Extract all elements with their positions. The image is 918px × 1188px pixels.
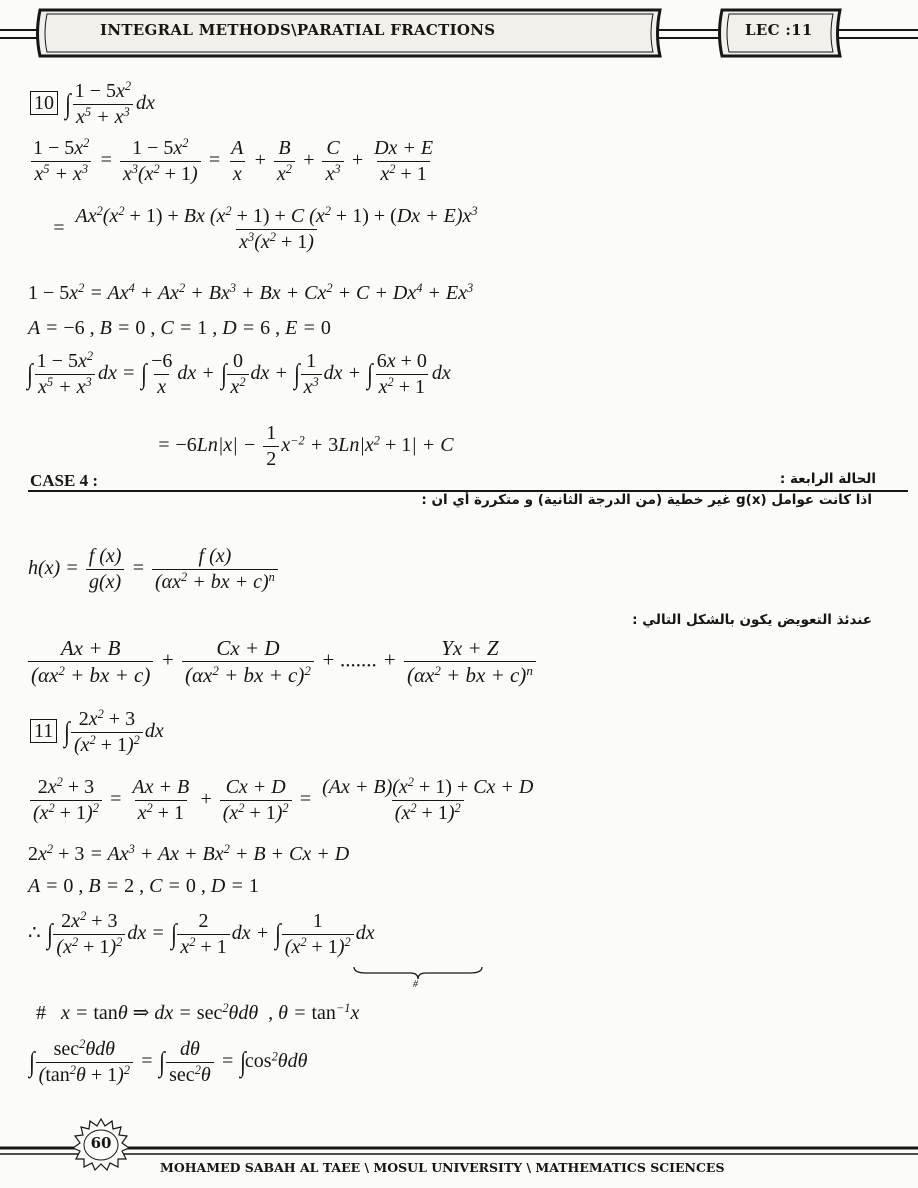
case-4-arabic-condition: اذا كانت عوامل g(x) غير خطية (من الدرجة الثانية) و متكررة أي ان :: [421, 492, 872, 508]
math-line-trig-integral: ∫ $\frac{\sec^2\theta d\theta}{(\tan^2\theta + 1)^2}$ = ∫ $\frac{d\theta}{\sec^2\theta}$ = $\int\cos^2\theta d\theta$: [28, 1037, 308, 1086]
math-line-h-definition: h(x) = $\frac{f (x)}{g(x)}$ = $\frac{f (x)}{(\alpha x^2 + bx + c)^n}$: [28, 545, 280, 594]
example-number: 11: [30, 719, 57, 743]
math-line-integrals: ∫ $\frac{1 - 5x^2}{x^5 + x^3}$ dx = ∫ $\frac{-6}{x}$ dx + ∫ $\frac{0}{x^2}$ dx + ∫ $\frac{1}{x^3}$ dx + ∫ $\frac{6x + 0}{x^2 + 1}$ dx: [26, 349, 451, 398]
math-line-ex11-constants: A = 0 , B = 2 , C = 0 , D = 1: [28, 875, 259, 897]
substitution-arabic: عندئذ التعويض يكون بالشكل التالي :: [632, 612, 872, 628]
math-line-constants: A = −6 , B = 0 , C = 1 , D = 6 , E = 0: [28, 317, 331, 339]
example-11-problem: 11 ∫ $\frac{2x^2 + 3}{(x^2 + 1)^2}$ dx: [30, 708, 164, 757]
math-line-general-form: $\frac{Ax + B}{(\alpha x^2 + bx + c)}$ + $\frac{Cx + D}{(\alpha x^2 + bx + c)^2}$ + ....... + $\frac{Yx + Z}{(\alpha x^2 + bx + c)^n}$: [26, 636, 538, 687]
math-line-ex11-integrals: ∴ ∫ $\frac{2x^2 + 3}{(x^2 + 1)^2}$ dx = ∫ $\frac{2}{x^2 + 1}$ dx + ∫ $\frac{1}{(x^2 + 1)^2}$ dx: [28, 909, 375, 958]
footer-text: MOHAMED SABAH AL TAEE \ MOSUL UNIVERSITY \ MATHEMATICS SCIENCES: [160, 1160, 725, 1175]
math-line-ex11-expand: $2x^2 + 3 = Ax^3 + Ax + Bx^2 + B + Cx + D$: [28, 842, 350, 865]
math-line-combined: = $\frac{Ax^2(x^2 + 1) + Bx (x^2 + 1) + C (x^2 + 1) + (Dx + E)x^3}{x^3(x^2 + 1)}$: [52, 204, 478, 253]
math-line-partial-fraction: $\frac{1 - 5x^2}{x^5 + x^3}$ = $\frac{1 - 5x^2}{x^3(x^2 + 1)}$ = $\frac{A}{x}$ + $\frac{B}{x^2}$ + $\frac{C}{x^3}$ + $\frac{Dx + E}{x^2 + 1}$: [33, 136, 434, 185]
underbrace-hash: #: [413, 979, 418, 990]
lecture-number: LEC :11: [745, 21, 813, 39]
page-number: 60: [90, 1134, 112, 1152]
footer-rule: [0, 1140, 918, 1160]
case-4-arabic-title: الحالة الرابعة :: [779, 471, 876, 487]
math-line-expand: $1 - 5x^2 = Ax^4 + Ax^2 + Bx^3 + Bx + Cx^2 + C + Dx^4 + Ex^3$: [28, 281, 474, 304]
math-line-result: = −6Ln|x| − $\frac{1}{2}$ $x^{-2} + 3Ln|x^2 + 1| + C$: [157, 422, 454, 470]
math-line-ex11-decomp: $\frac{2x^2 + 3}{(x^2 + 1)^2}$ = $\frac{Ax + B}{x^2 + 1}$ + $\frac{Cx + D}{(x^2 + 1)^2}$ = $\frac{(Ax + B)(x^2 + 1) + Cx + D}{(x^2 + 1)^2}$: [28, 776, 538, 825]
example-10-problem: 10 ∫ $\frac{1 - 5x^2}{x^5 + x^3}$ dx: [30, 80, 155, 129]
math-line-substitution: # x = tanθ ⇒ dx = $\sec^2\theta d\theta$ , $\theta = \tan^{-1}x$: [36, 1001, 360, 1024]
case-4-label: CASE 4 :: [30, 471, 99, 490]
example-number: 10: [30, 91, 58, 115]
underbrace: [352, 965, 484, 981]
header-title: INTEGRAL METHODS\PARATIAL FRACTIONS: [100, 21, 496, 39]
